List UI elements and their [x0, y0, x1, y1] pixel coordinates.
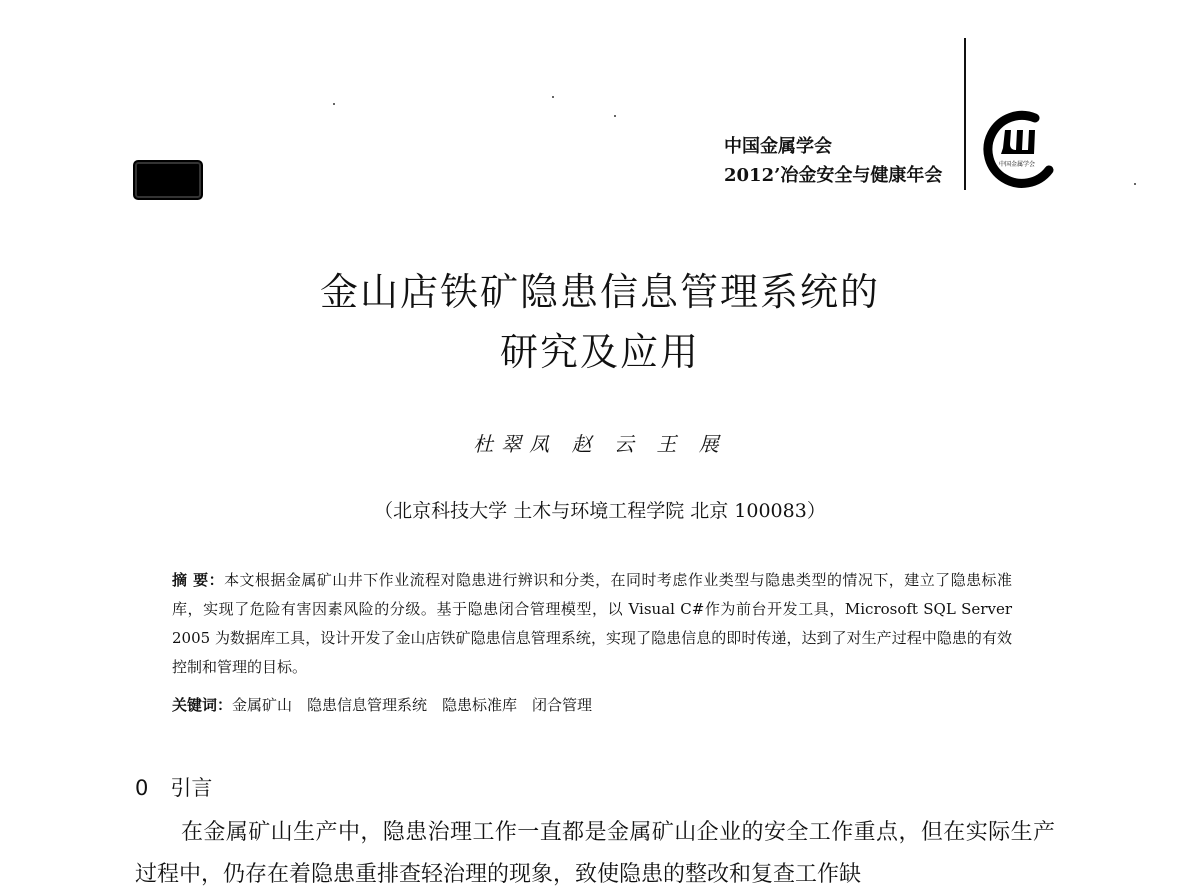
- scan-speck: [333, 103, 335, 105]
- keywords-text: 金属矿山 隐患信息管理系统 隐患标准库 闭合管理: [232, 696, 593, 714]
- scan-speck: [552, 96, 554, 98]
- conference-society: 中国金属学会: [724, 136, 832, 157]
- abstract-label: 摘 要：: [172, 571, 225, 589]
- scan-speck: [614, 115, 616, 117]
- abstract-text: 本文根据金属矿山井下作业流程对隐患进行辨识和分类，在同时考虑作业类型与隐患类型的情况下，建立了隐患标准库，实现了危险有害因素风险的分级。基于隐患闭合管理模型，以 Visual C#作为前台开发工具，Microsoft SQL Server 2005 为数据库工具，设计开发了金山店铁矿隐患信息管理系统，实现了隐患信息的即时传递，达到了对生产过程中隐患的有效控制和管理的目标。: [172, 571, 1012, 676]
- keywords-label: 关键词：: [172, 696, 233, 714]
- affiliation: （北京科技大学 土木与环境工程学院 北京 100083）: [374, 500, 826, 522]
- society-logo-icon: [975, 108, 1059, 190]
- keywords: [172, 694, 1012, 715]
- paper-title-line1: 金山店铁矿隐患信息管理系统的: [319, 270, 880, 314]
- header-divider: [964, 38, 966, 190]
- body-paragraph: 在金属矿山生产中，隐患治理工作一直都是金属矿山企业的安全工作重点，但在实际生产过程中，仍存在着隐患重排查轻治理的现象，致使隐患的整改和复查工作缺: [135, 820, 1055, 887]
- scan-speck: [1134, 183, 1136, 185]
- conference-name: 2012’冶金安全与健康年会: [724, 165, 943, 186]
- section-title: 引言: [170, 776, 213, 800]
- conference-header: [724, 134, 962, 192]
- black-label-box: [133, 160, 203, 200]
- paper-title: [200, 262, 1000, 382]
- section-heading: [135, 772, 212, 802]
- paper-title-line2: 研究及应用: [499, 330, 700, 374]
- logo-caption: 中国金属学会: [998, 161, 1036, 168]
- authors: 杜翠凤 赵 云 王 展: [473, 432, 727, 456]
- section-number: 0: [135, 776, 149, 800]
- abstract: [172, 566, 1012, 682]
